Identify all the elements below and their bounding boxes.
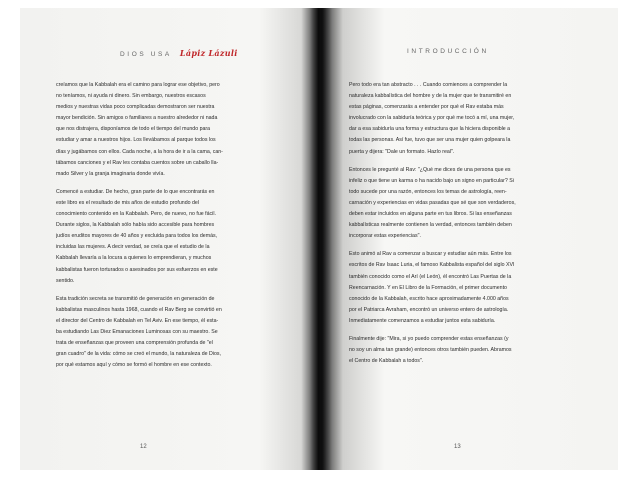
page-number-right: 13: [454, 444, 461, 450]
text-line: puerta y dijera: "Dale un formato. Hazlo real".: [349, 148, 455, 155]
text-line: Esta tradición secreta se transmitió de generación en generación de: [56, 295, 215, 302]
text-line: todas las personas. Así fue, tuvo que ser una mujer quien golpeara la: [349, 137, 511, 144]
text-line: mado Silver y la granja imaginaria donde vivía.: [56, 170, 165, 177]
text-line: no soy un alma tan grande) entonces otros también pueden. Abramos: [349, 347, 512, 354]
text-line: kabbalistas masculinos hasta 1968, cuando el Rav Berg se convirtió en: [56, 306, 222, 313]
text-line: kabbalistas fueron torturados o asesinados por sus esfuerzos en este: [56, 266, 218, 273]
text-line: escritos de Rav Isaac Luria, el famoso Kabbalista español del siglo XVI: [349, 262, 515, 269]
running-head-text: DIOS USA: [120, 51, 172, 58]
text-line: carnación y experiencias en vidas pasadas que sé que son verdaderos,: [349, 199, 516, 206]
text-line: el Centro de Kabbalah a todos".: [349, 358, 424, 365]
paragraph-gap: [349, 327, 589, 334]
paragraph: [56, 187, 296, 287]
text-line: por qué estamos aquí y cómo se formó el hombre en ese contexto.: [56, 362, 212, 369]
book-gutter: [310, 8, 332, 470]
paragraph: [349, 249, 589, 327]
text-line: sentido.: [56, 277, 75, 284]
paragraph: [349, 80, 589, 158]
paragraph-gap: [56, 287, 296, 294]
text-line: estas páginas, comenzarás a entender por qué el Rav estaba más: [349, 104, 504, 111]
text-line: deben estar incluidos en alguna parte en tus libros. Si las enseñanzas: [349, 211, 512, 218]
text-line: tábamos canciones y el Rav les contaba cuentos sobre un caballo lla-: [56, 159, 219, 166]
text-line: gran cuadro" de la vida: cómo se creó el mundo, la naturaleza de Dios,: [56, 351, 221, 358]
left-page: [20, 8, 319, 470]
text-line: creíamos que la Kabbalah era el camino para lograr ese objetivo, pero: [56, 82, 220, 88]
paragraph-gap: [349, 242, 589, 249]
running-head-left: [120, 48, 238, 58]
text-line: Comencé a estudiar. De hecho, gran parte de lo que encontrarás en: [56, 188, 215, 195]
text-line: Inmediatamente comenzamos a estudiar juntos esta sabiduría.: [349, 317, 496, 324]
text-line: Pero todo era tan abstracto . . . Cuando comiences a comprender la: [349, 82, 508, 88]
paragraph: [349, 334, 589, 367]
text-line: conocido de la Kabbalah, escrito hace aproximadamente 4.000 años: [349, 295, 509, 302]
text-line: no teníamos, ni ayuda ni dinero. Sin embargo, nuestros escasos: [56, 93, 206, 100]
text-line: estudiar y amar a nuestros hijos. Los llevábamos al parque todos los: [56, 137, 216, 144]
text-line: conocimiento contenido en la Kabbalah. Pero, de nuevo, no fue fácil.: [56, 211, 216, 218]
text-line: Durante siglos, la Kabbalah sólo había sido accesible para hombres: [56, 222, 215, 229]
paragraph-gap: [56, 180, 296, 187]
text-line: Kabbalah llevaría a la locura a quienes lo emprendieran, y muchos: [56, 255, 212, 262]
text-line: medios y nuestras vidas poco complicadas demostraron ser nuestra: [56, 104, 215, 111]
paragraph-gap: [349, 158, 589, 165]
text-line: Finalmente dije: "Mira, si yo puedo comprender estas enseñanzas (y: [349, 335, 509, 342]
text-line: el director del Centro de Kabbalah en Tel Aviv. En ese tiempo, él esta-: [56, 317, 219, 324]
right-body-text: [349, 80, 589, 367]
text-line: mayor bendición. Sin amigos o familiares a nuestro alrededor ni nada: [56, 115, 218, 122]
text-line: ba estudiando Las Diez Emanaciones Luminosas con su maestro. Se: [56, 328, 218, 335]
text-line: incluidas las mujeres. A decir verdad, se creía que el estudio de la: [56, 244, 210, 251]
red-stamp: Lápiz Lázuli: [179, 48, 238, 58]
text-line: Esto animó al Rav a comenzar a buscar y estudiar aún más. Entre los: [349, 251, 512, 258]
text-line: trata de enseñanzas que proveen una comprensión profunda de "el: [56, 340, 213, 347]
paragraph: [56, 294, 296, 372]
text-line: naturaleza kabbalística del hombre y de la mujer que te transmitiré en: [349, 93, 512, 100]
text-line: este libro es el resultado de mis años de estudio profundo del: [56, 199, 200, 206]
text-line: Entonces le pregunté al Rav: "¿Qué me dices de una persona que es: [349, 166, 511, 173]
text-line: todo sucede por una razón, entonces los temas de astrología, reen-: [349, 188, 507, 195]
text-line: días y jugábamos con ellos. Cada noche, a la hora de ir a la cama, can-: [56, 148, 223, 155]
page-number-left: 12: [140, 444, 147, 450]
text-line: incorporar estas experiencias".: [349, 233, 421, 240]
paragraph: [349, 165, 589, 243]
paragraph: [56, 80, 296, 180]
text-line: infeliz o que tiene un karma o ha nacido bajo un signo en particular? Si: [349, 177, 514, 184]
text-line: Reencarnación. Y en El Libro de la Formación, el primer documento: [349, 284, 507, 291]
left-body-text: [56, 80, 296, 371]
text-line: también conocido como el Arí (el León), él encontró Las Puertas de la: [349, 273, 512, 280]
text-line: por el Patriarca Avraham, encontró un universo entero de astrología.: [349, 306, 509, 313]
text-line: dar a esa sabiduría una forma y estructura que la hiciera disponible a: [349, 126, 511, 133]
book-spread: [20, 8, 618, 470]
right-page: [319, 8, 618, 470]
text-line: que nos distrajera, disponíamos de todo el tiempo del mundo para: [56, 126, 211, 133]
text-line: judíos eruditos mayores de 40 años y excluida para todos los demás,: [56, 233, 218, 240]
text-line: kabbalísticas realmente contienen la verdad, entonces también deben: [349, 222, 512, 229]
running-head-right: INTRODUCCIÓN: [407, 48, 489, 55]
text-line: involucrado con la sabiduría teórica y por qué me tocó a mí, una mujer,: [349, 115, 515, 122]
